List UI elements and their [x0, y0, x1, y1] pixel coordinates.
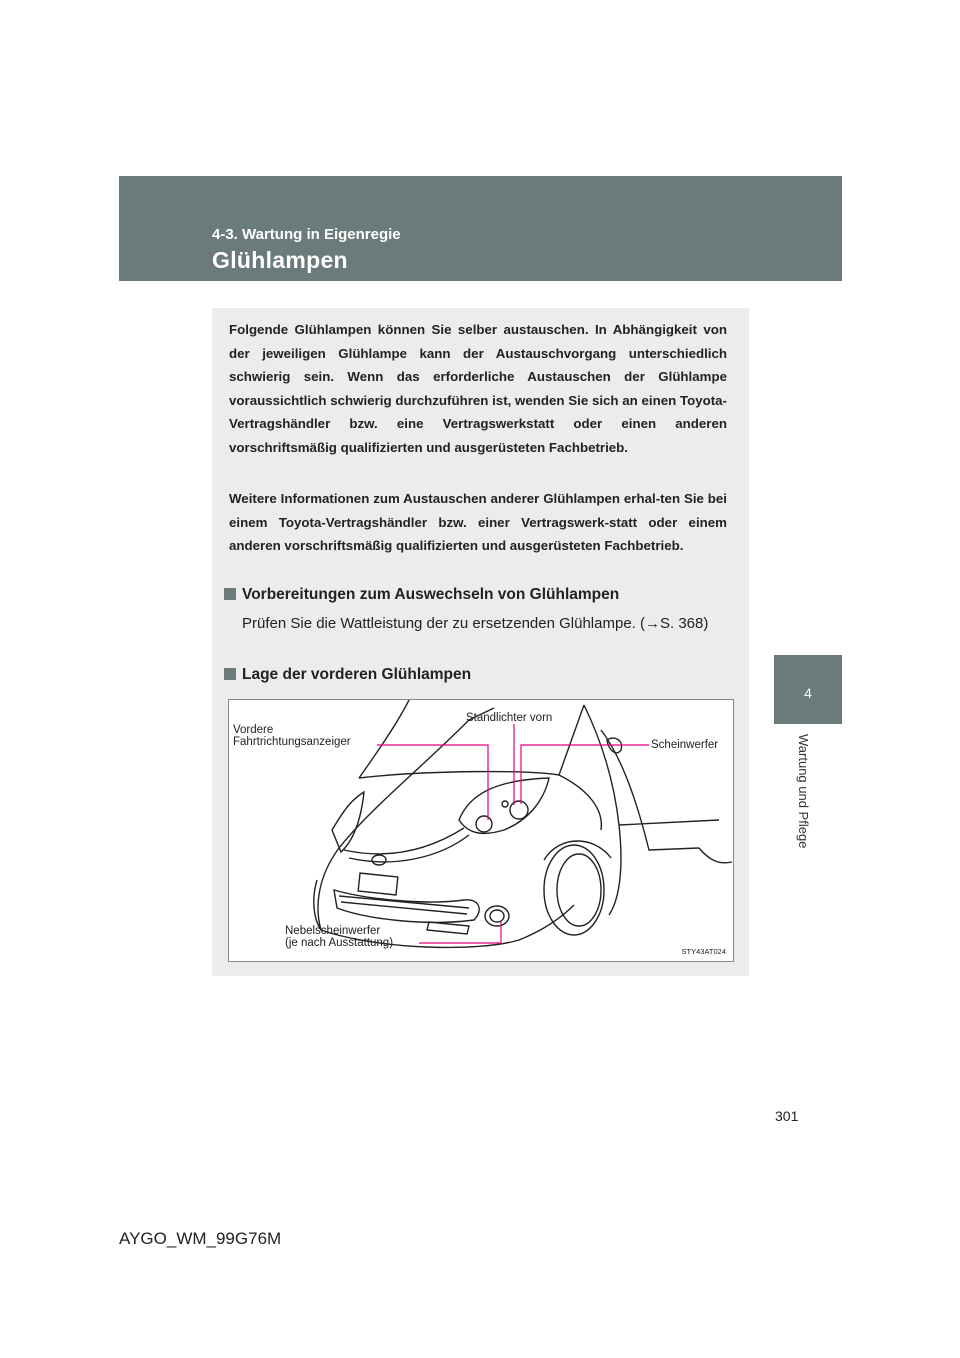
chapter-tab — [774, 655, 842, 724]
label-front-turn-line1: Vordere — [233, 724, 274, 736]
content-box — [212, 308, 749, 976]
square-bullet-icon — [224, 668, 236, 680]
subheading-location-label: Lage der vorderen Glühlampen — [242, 666, 472, 683]
subheading-preparation — [224, 586, 619, 604]
label-fog-light — [285, 925, 393, 949]
subheading-preparation-label: Vorbereitungen zum Auswechseln von Glühlampen — [242, 586, 620, 603]
subheading-location — [224, 666, 471, 684]
header-band — [119, 176, 842, 281]
preparation-text: Prüfen Sie die Wattleistung der zu ersetzenden Glühlampe. (→S. 368) — [242, 615, 709, 632]
page-title: Glühlampen — [212, 247, 348, 273]
square-bullet-icon — [224, 588, 236, 600]
label-headlight: Scheinwerfer — [651, 739, 719, 751]
label-fog-line1: Nebelscheinwerfer — [285, 925, 381, 937]
section-label: 4-3. Wartung in Eigenregie — [212, 226, 401, 243]
figure-code: STY43AT024 — [681, 947, 726, 956]
label-front-turn-line2: Fahrtrichtungsanzeiger — [233, 736, 351, 748]
document-code: AYGO_WM_99G76M — [119, 1229, 282, 1248]
bulb-location-figure — [228, 699, 734, 962]
label-parking-lights: Standlichter vorn — [466, 712, 553, 724]
intro-paragraph: Folgende Glühlampen können Sie selber austauschen. In Abhängigkeit von der jeweiligen Glühlampe kann der Austauschvorgang unterschiedlich schwierig sein. Wenn das erforderliche Austauschen der Glühlampe voraussichtlich schwierig durchzuführen ist, wenden Sie sich an einen Toyota-Vertragshändler bzw. eine Vertragswerkstatt oder einen anderen vorschriftsmäßig qualifizierten und ausgerüsteten Fachbetrieb. — [229, 322, 727, 455]
chapter-title: Wartung und Pflege — [796, 734, 811, 849]
info-paragraph: Weitere Informationen zum Austauschen anderer Glühlampen erhal-ten Sie bei einem Toyota-Vertragshändler bzw. einer Vertragswerk-statt oder einem anderen vorschriftsmäßig qualifizierten und ausgerüsteten Fachbetrieb. — [229, 491, 727, 553]
label-front-turn-signal — [233, 724, 351, 748]
page-number: 301 — [775, 1108, 799, 1124]
label-fog-line2: (je nach Ausstattung) — [285, 937, 394, 949]
chapter-number: 4 — [804, 685, 812, 701]
